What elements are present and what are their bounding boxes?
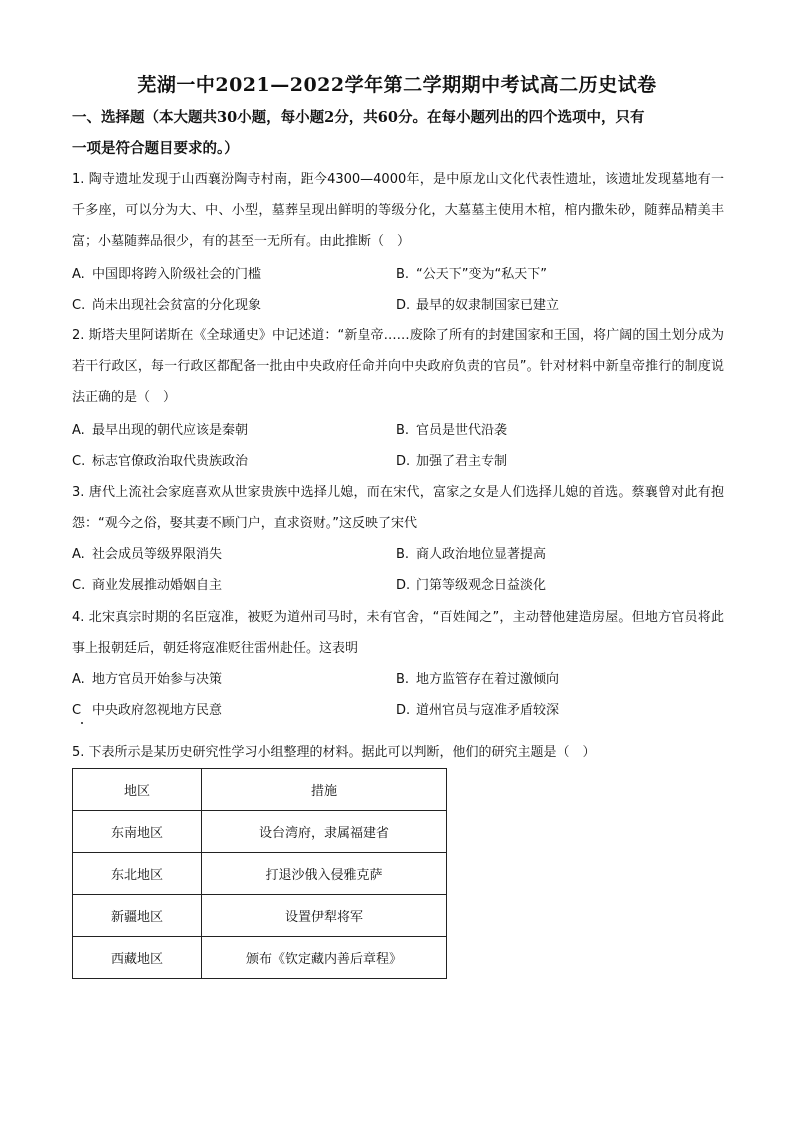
option-key: C. [72,454,86,469]
question-3-option-d [396,576,546,596]
section-heading-line2: 一项是符合题目要求的。） [72,140,239,157]
option-key: A. [72,672,85,687]
question-1-option-a [72,265,261,285]
option-key: C [72,703,82,718]
option-text: 商业发展推动婚姻自主 [92,578,223,593]
table-cell: 新疆地区 [73,895,202,937]
option-text: 中国即将跨入阶级社会的门槛 [92,267,262,282]
exam-title: 芜湖一中2021—2022学年第二学期期中考试高二历史试卷 [137,74,657,96]
option-text: 最早的奴隶制国家已建立 [416,298,560,313]
option-key: C. [72,578,86,593]
option-key: D. [396,703,411,718]
option-text: 商人政治地位显著提高 [416,547,547,562]
table-cell: 打退沙俄入侵雅克萨 [202,853,447,895]
table-header-cell: 地区 [73,769,202,811]
question-3-option-b [396,545,546,565]
option-text: 道州官员与寇准矛盾较深 [416,703,560,718]
option-key: B. [396,547,410,562]
option-key: D. [396,578,411,593]
table-header-cell: 措施 [202,769,447,811]
question-2-stem: 2. 斯塔夫里阿诺斯在《全球通史》中记述道：“新皇帝……废除了所有的封建国家和王国，将广阔的国土划分成为若干行政区，每一行政区都配备一批由中央政府任命并向中央政府负责的官员”。针对材料中新皇帝推行的制度说法正确的是（ ） [72,328,724,405]
option-key: D. [396,454,411,469]
option-text: “公天下”变为“私天下” [416,267,547,282]
table-header-row [73,769,447,811]
option-key: A. [72,267,85,282]
question-4-option-a [72,670,222,690]
option-text: 最早出现的朝代应该是秦朝 [92,423,249,438]
option-key: A. [72,547,85,562]
option-text: 社会成员等级界限消失 [92,547,223,562]
option-text: 地方官员开始参与决策 [92,672,223,687]
table-row [73,937,447,979]
question-1-stem: 1. 陶寺遗址发现于山西襄汾陶寺村南，距今4300—4000年，是中原龙山文化代表性遗址，该遗址发现墓地有一千多座，可以分为大、中、小型，墓葬呈现出鲜明的等级分化，大墓墓主使用木棺，棺内撒朱砂，随葬品精美丰富；小墓随葬品很少，有的甚至一无所有。由此推断（ ） [72,172,724,249]
table-cell: 设台湾府，隶属福建省 [202,811,447,853]
option-key: D. [396,298,411,313]
question-4-option-c [72,701,222,721]
question-2-option-d [396,452,507,472]
question-2-option-b [396,421,507,441]
table-cell: 东南地区 [73,811,202,853]
question-4-option-b [396,670,559,690]
question-1-option-b [396,265,547,285]
option-text: 尚未出现社会贫富的分化现象 [92,298,262,313]
option-text: 中央政府忽视地方民意 [92,703,223,718]
question-3-stem: 3. 唐代上流社会家庭喜欢从世家贵族中选择儿媳，而在宋代，富家之女是人们选择儿媳的首选。蔡襄曾对此有抱怨：“观今之俗，娶其妻不顾门户，直求资财。”这反映了宋代 [72,485,724,531]
question-5-stem: 5. 下表所示是某历史研究性学习小组整理的材料。据此可以判断，他们的研究主题是（ ） [72,745,596,760]
question-1-option-c [72,296,261,316]
question-2-option-c [72,452,248,472]
table-row [73,853,447,895]
table-cell: 设置伊犁将军 [202,895,447,937]
section-heading-line1: 一、选择题（本大题共30小题，每小题2分，共60分。在每小题列出的四个选项中，只有 [72,109,645,126]
option-key: C. [72,298,86,313]
option-key: B. [396,672,410,687]
option-text: 标志官僚政治取代贵族政治 [92,454,249,469]
question-3-option-a [72,545,222,565]
question-2-option-a [72,421,248,441]
option-key: B. [396,423,410,438]
question-3-option-c [72,576,222,596]
question-4-option-d [396,701,559,721]
option-text: 官员是世代沿袭 [416,423,508,438]
question-4-stem: 4. 北宋真宗时期的名臣寇准，被贬为道州司马时，未有官舍，“百姓闻之”，主动替他建造房屋。但地方官员将此事上报朝廷后，朝廷将寇准贬往雷州赴任。这表明 [72,610,724,656]
option-text: 地方监管存在着过激倾向 [416,672,560,687]
option-key: B. [396,267,410,282]
table-row [73,895,447,937]
option-key: A. [72,423,85,438]
scan-dot [81,722,83,724]
table-cell: 西藏地区 [73,937,202,979]
table-cell: 东北地区 [73,853,202,895]
question-5-table [72,768,447,979]
table-cell: 颁布《钦定藏内善后章程》 [202,937,447,979]
question-1-option-d [396,296,559,316]
option-text: 加强了君主专制 [416,454,508,469]
option-text: 门第等级观念日益淡化 [416,578,547,593]
table-row [73,811,447,853]
